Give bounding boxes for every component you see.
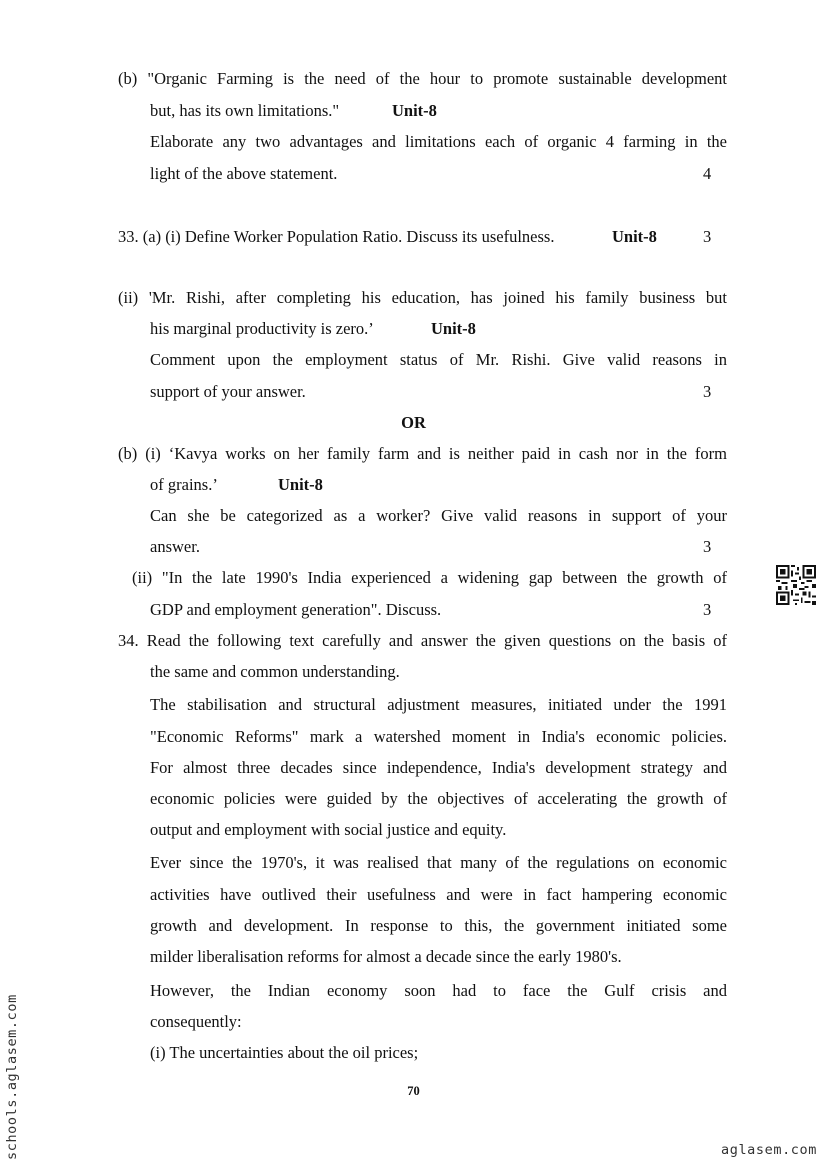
q33a-ii-unit: Unit-8 (431, 319, 476, 338)
q32b-line-2-text: but, has its own limitations." (150, 101, 340, 120)
q33b-line-4: answer. (150, 537, 200, 556)
q33b-ii-line-1: (ii) "In the late 1990's India experienced a widening gap between the growth of (132, 568, 727, 587)
q32b-line-1: (b) "Organic Farming is the need of the hour to promote sustainable development (118, 69, 727, 88)
q32b-line-3: Elaborate any two advantages and limitations each of organic 4 farming in the (150, 132, 727, 151)
q33a-ii-line-2: his marginal productivity is zero.’ (150, 319, 374, 338)
q33b-line-3: Can she be categorized as a worker? Give valid reasons in support of your (150, 506, 727, 525)
q33a-ii-line-3: Comment upon the employment status of Mr. Rishi. Give valid reasons in (150, 350, 727, 369)
q33b-line-1: (b) (i) ‘Kavya works on her family farm and is neither paid in cash nor in the form (118, 444, 727, 463)
corner-watermark: aglasem.com (720, 1142, 817, 1158)
q34-para2-line-4: milder liberalisation reforms for almost a decade since the early 1980's. (150, 947, 622, 966)
q34-item-i: (i) The uncertainties about the oil prices; (150, 1043, 419, 1062)
q34-para2-line-2: activities have outlived their usefulness and were in fact hampering economic (150, 885, 727, 904)
q34-para1-line-3: For almost three decades since independence, India's development strategy and (150, 758, 727, 777)
q33b-marks: 3 (703, 537, 712, 556)
q34-para2-line-1: Ever since the 1970's, it was realised that many of the regulations on economic (150, 853, 727, 872)
q34-line-1: 34. Read the following text carefully and answer the given questions on the basis of (118, 631, 727, 650)
q34-para3-line-1: However, the Indian economy soon had to face the Gulf crisis and (150, 981, 727, 1000)
q33b-ii-line-2: GDP and employment generation". Discuss. (150, 600, 442, 619)
q34-para1-line-5: output and employment with social justice and equity. (150, 820, 507, 839)
q33a-ii-line-1: (ii) 'Mr. Rishi, after completing his education, has joined his family business but (118, 288, 727, 307)
q33a-unit: Unit-8 (612, 227, 657, 246)
q33a-marks: 3 (703, 227, 712, 246)
page-number: 70 (407, 1084, 420, 1098)
q34-line-2: the same and common understanding. (150, 662, 400, 681)
q32b-line-4: light of the above statement. (150, 164, 338, 183)
q33a-line-1: 33. (a) (i) Define Worker Population Ratio. Discuss its usefulness. (118, 227, 555, 246)
q34-para1-line-4: economic policies were guided by the objectives of accelerating the growth of (150, 789, 727, 808)
q33a-ii-line-4: support of your answer. (150, 382, 306, 401)
q34-para1-line-2: "Economic Reforms" mark a watershed moment in India's economic policies. (150, 727, 727, 746)
side-watermark: schools.aglasem.com (4, 994, 20, 1160)
q32b-marks: 4 (703, 164, 712, 183)
q33b-ii-marks: 3 (703, 600, 712, 619)
q33b-unit: Unit-8 (278, 475, 323, 494)
or-label: OR (401, 413, 426, 432)
q32b-unit: Unit-8 (392, 101, 437, 120)
q34-para2-line-3: growth and development. In response to this, the government initiated some (150, 916, 727, 935)
q32b-line-2 (150, 101, 339, 121)
q34-para1-line-1: The stabilisation and structural adjustment measures, initiated under the 1991 (150, 695, 727, 714)
qr-code-icon (776, 565, 816, 605)
q33a-ii-marks: 3 (703, 382, 712, 401)
q33b-line-2: of grains.’ (150, 475, 218, 494)
q34-para3-line-2: consequently: (150, 1012, 242, 1031)
